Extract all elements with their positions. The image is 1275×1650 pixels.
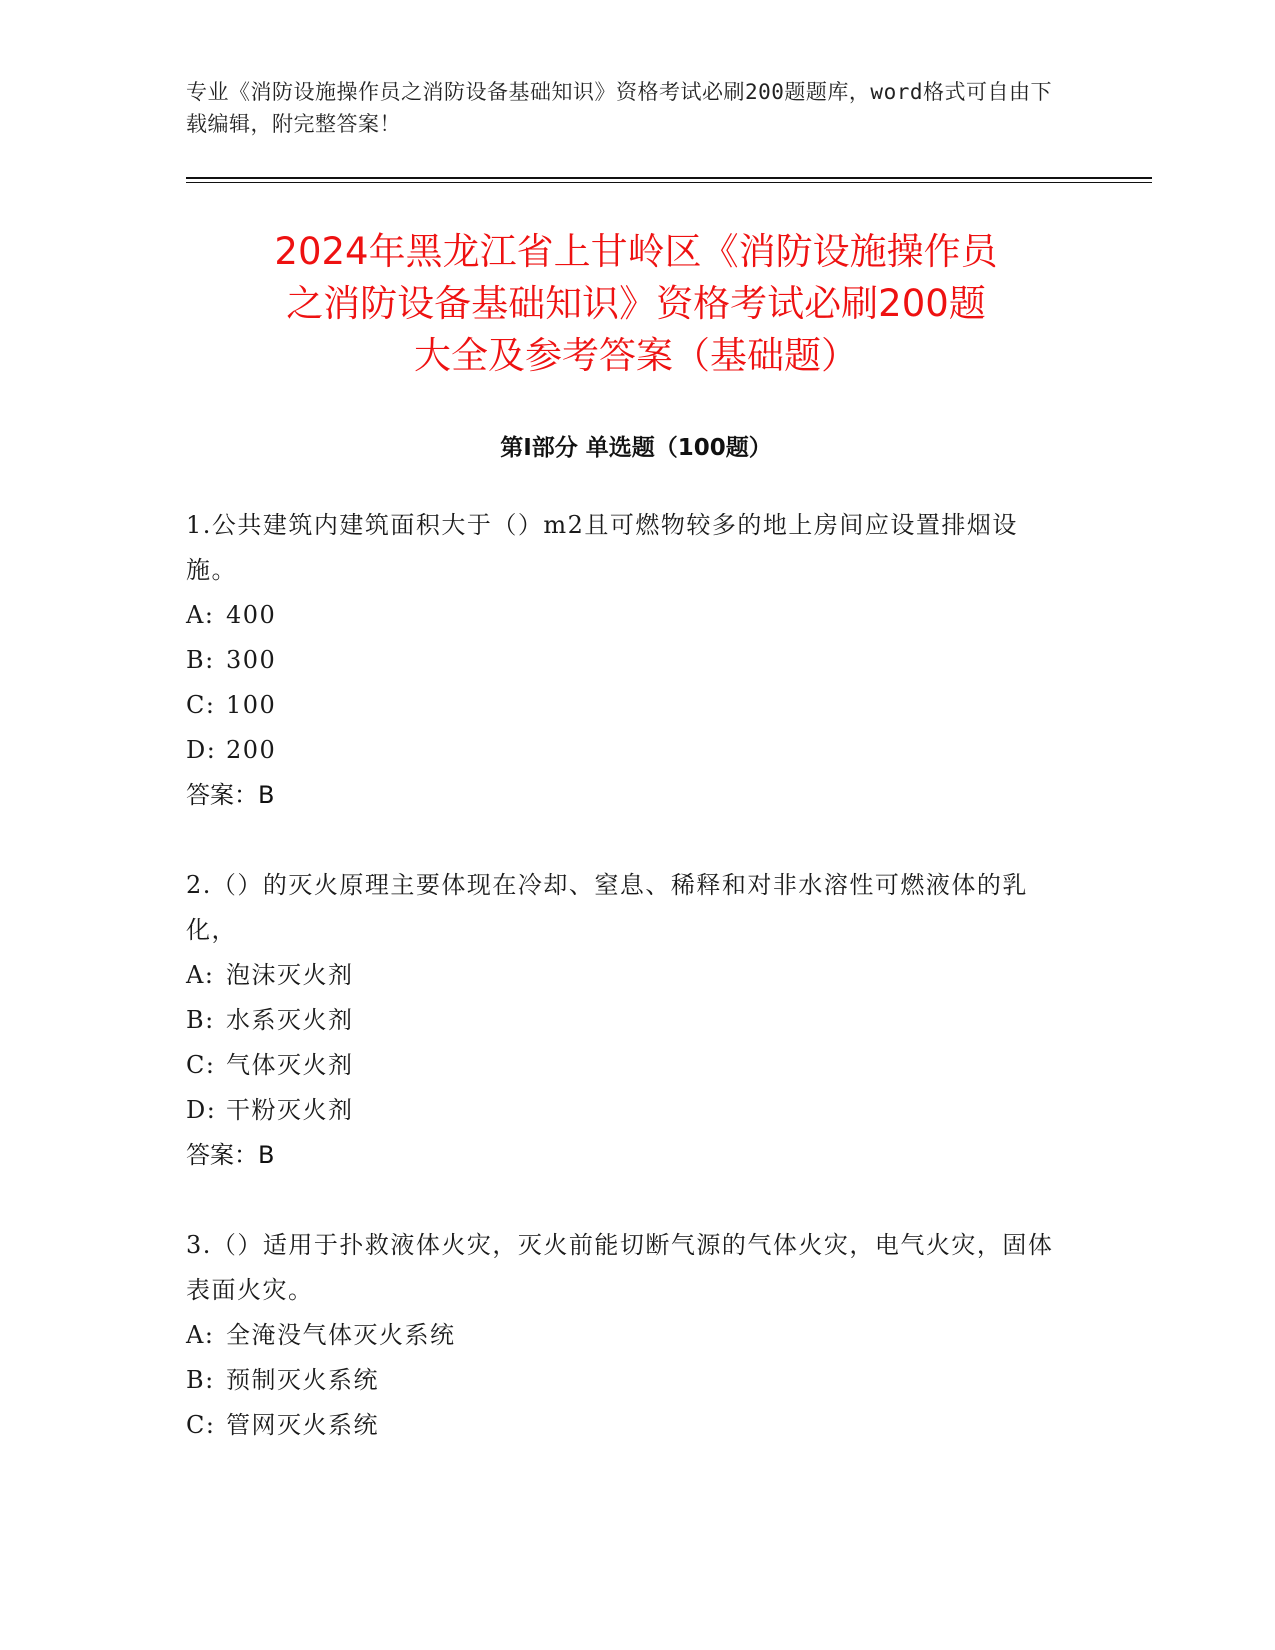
option-a (186, 1313, 1066, 1358)
option-key: D: (186, 1096, 217, 1124)
option-c (186, 1403, 1066, 1448)
option-text: 水系灭火剂 (226, 1006, 354, 1034)
option-key: B: (186, 646, 215, 674)
header-divider-thin (186, 182, 1152, 183)
option-text: 200 (226, 736, 277, 764)
title-line: 之消防设备基础知识》资格考试必刷200题 (286, 282, 986, 325)
question-stem: 2.（）的灭火原理主要体现在冷却、窒息、稀释和对非水溶性可燃液体的乳化， (186, 871, 1028, 944)
question-stem: 3.（）适用于扑救液体火灾，灭火前能切断气源的气体火灾，电气火灾，固体表面火灾。 (186, 1231, 1054, 1304)
header-divider-thick (186, 177, 1152, 179)
question-3 (186, 1223, 1066, 1448)
option-key: D: (186, 736, 217, 764)
header-note: 专业《消防设施操作员之消防设备基础知识》资格考试必刷200题题库，word格式可自由下载编辑，附完整答案！ (186, 80, 1052, 136)
title-line: 2024年黑龙江省上甘岭区《消防设施操作员 (274, 230, 998, 273)
answer-label: 答案： (186, 1141, 258, 1169)
option-key: B: (186, 1366, 215, 1394)
section-title: 第I部分 单选题（100题） (500, 435, 772, 461)
option-key: A: (186, 601, 215, 629)
option-a (186, 593, 1066, 638)
option-c (186, 683, 1066, 728)
option-text: 全淹没气体灭火系统 (226, 1321, 456, 1349)
answer (186, 773, 1066, 818)
option-key: C: (186, 1411, 216, 1439)
option-c (186, 1043, 1066, 1088)
answer-value: B (258, 1141, 275, 1169)
option-text: 管网灭火系统 (226, 1411, 379, 1439)
option-key: B: (186, 1006, 215, 1034)
document-title (186, 226, 1086, 382)
option-b (186, 998, 1066, 1043)
answer (186, 1133, 1066, 1178)
option-d (186, 728, 1066, 773)
option-b (186, 638, 1066, 683)
option-key: A: (186, 961, 215, 989)
option-text: 400 (226, 601, 277, 629)
option-text: 100 (226, 691, 277, 719)
option-key: C: (186, 691, 216, 719)
option-text: 干粉灭火剂 (226, 1096, 354, 1124)
option-text: 300 (226, 646, 277, 674)
answer-value: B (258, 781, 275, 809)
question-1 (186, 503, 1066, 818)
answer-label: 答案： (186, 781, 258, 809)
option-key: A: (186, 1321, 215, 1349)
option-text: 气体灭火剂 (226, 1051, 354, 1079)
title-line: 大全及参考答案（基础题） (414, 334, 858, 377)
question-stem: 1.公共建筑内建筑面积大于（）m2且可燃物较多的地上房间应设置排烟设施。 (186, 511, 1018, 584)
option-b (186, 1358, 1066, 1403)
option-text: 预制灭火系统 (226, 1366, 379, 1394)
option-key: C: (186, 1051, 216, 1079)
option-text: 泡沫灭火剂 (226, 961, 354, 989)
option-d (186, 1088, 1066, 1133)
question-2 (186, 863, 1066, 1178)
option-a (186, 953, 1066, 998)
